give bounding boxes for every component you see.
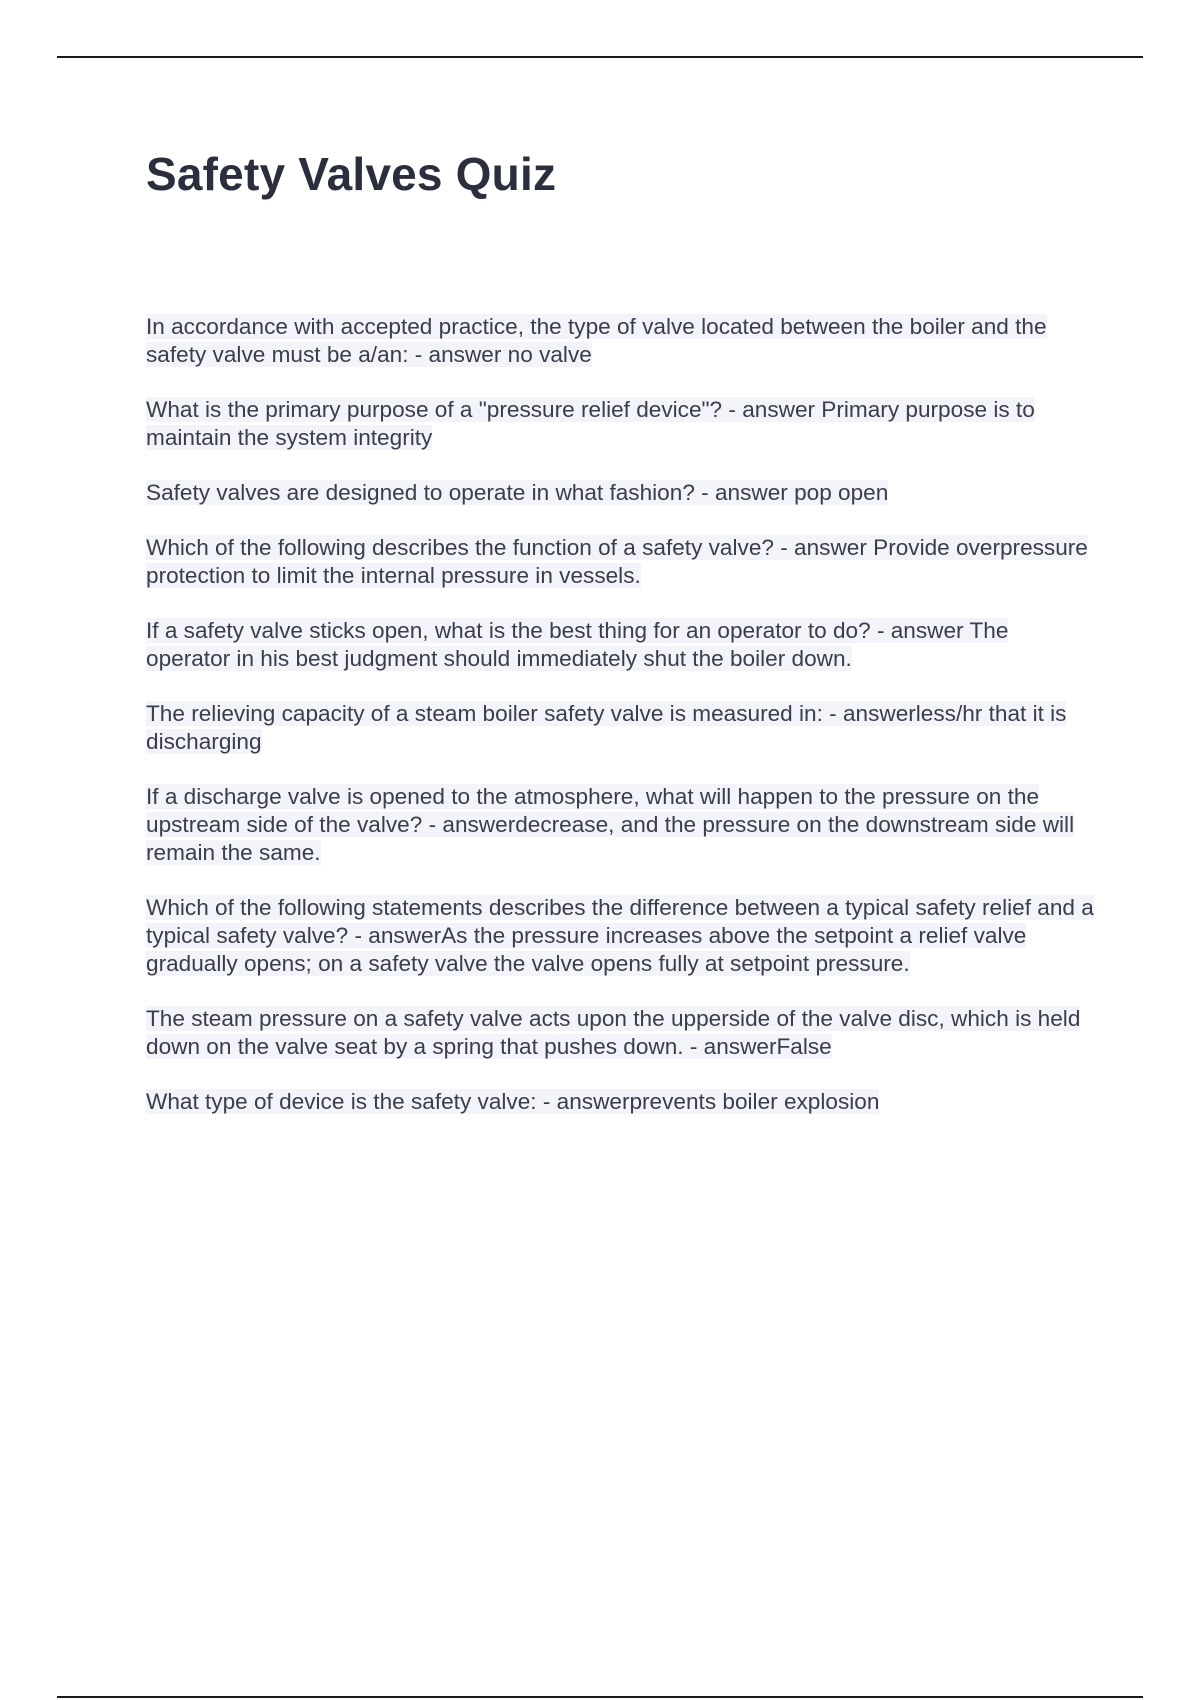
qa-item-6	[146, 700, 1096, 756]
top-rule	[57, 56, 1143, 58]
qa-item-8	[146, 894, 1096, 978]
qa-item-1	[146, 313, 1096, 369]
qa-item-4	[146, 534, 1096, 590]
qa-item-5	[146, 617, 1096, 673]
qa-text: The steam pressure on a safety valve acts upon the upperside of the valve disc, which is held down on the valve seat by a spring that pushes down. - answerFalse	[146, 1006, 1081, 1059]
question-list	[146, 313, 1096, 1143]
qa-text: Which of the following describes the function of a safety valve? - answer Provide overpressure protection to limit the internal pressure in vessels.	[146, 535, 1088, 588]
qa-item-10	[146, 1088, 1096, 1116]
qa-text: If a safety valve sticks open, what is the best thing for an operator to do? - answer The operator in his best judgment should immediately shut the boiler down.	[146, 618, 1009, 671]
bottom-rule	[57, 1696, 1143, 1698]
qa-item-2	[146, 396, 1096, 452]
qa-item-9	[146, 1005, 1096, 1061]
qa-item-3	[146, 479, 1096, 507]
qa-text: What type of device is the safety valve: - answerprevents boiler explosion	[146, 1089, 880, 1114]
qa-text: In accordance with accepted practice, the type of valve located between the boiler and the safety valve must be a/an: - answer no valve	[146, 314, 1047, 367]
qa-text: What is the primary purpose of a "pressure relief device"? - answer Primary purpose is to maintain the system integrity	[146, 397, 1035, 450]
qa-item-7	[146, 783, 1096, 867]
qa-text: Which of the following statements describes the difference between a typical safety relief and a typical safety valve? - answerAs the pressure increases above the setpoint a relief valve gradually opens; on a safety valve the valve opens fully at setpoint pressure.	[146, 895, 1094, 976]
qa-text: If a discharge valve is opened to the atmosphere, what will happen to the pressure on the upstream side of the valve? - answerdecrease, and the pressure on the downstream side will remain the same.	[146, 784, 1075, 865]
page-title: Safety Valves Quiz	[146, 148, 557, 200]
qa-text: The relieving capacity of a steam boiler safety valve is measured in: - answerless/hr that it is discharging	[146, 701, 1067, 754]
qa-text: Safety valves are designed to operate in what fashion? - answer pop open	[146, 480, 889, 505]
